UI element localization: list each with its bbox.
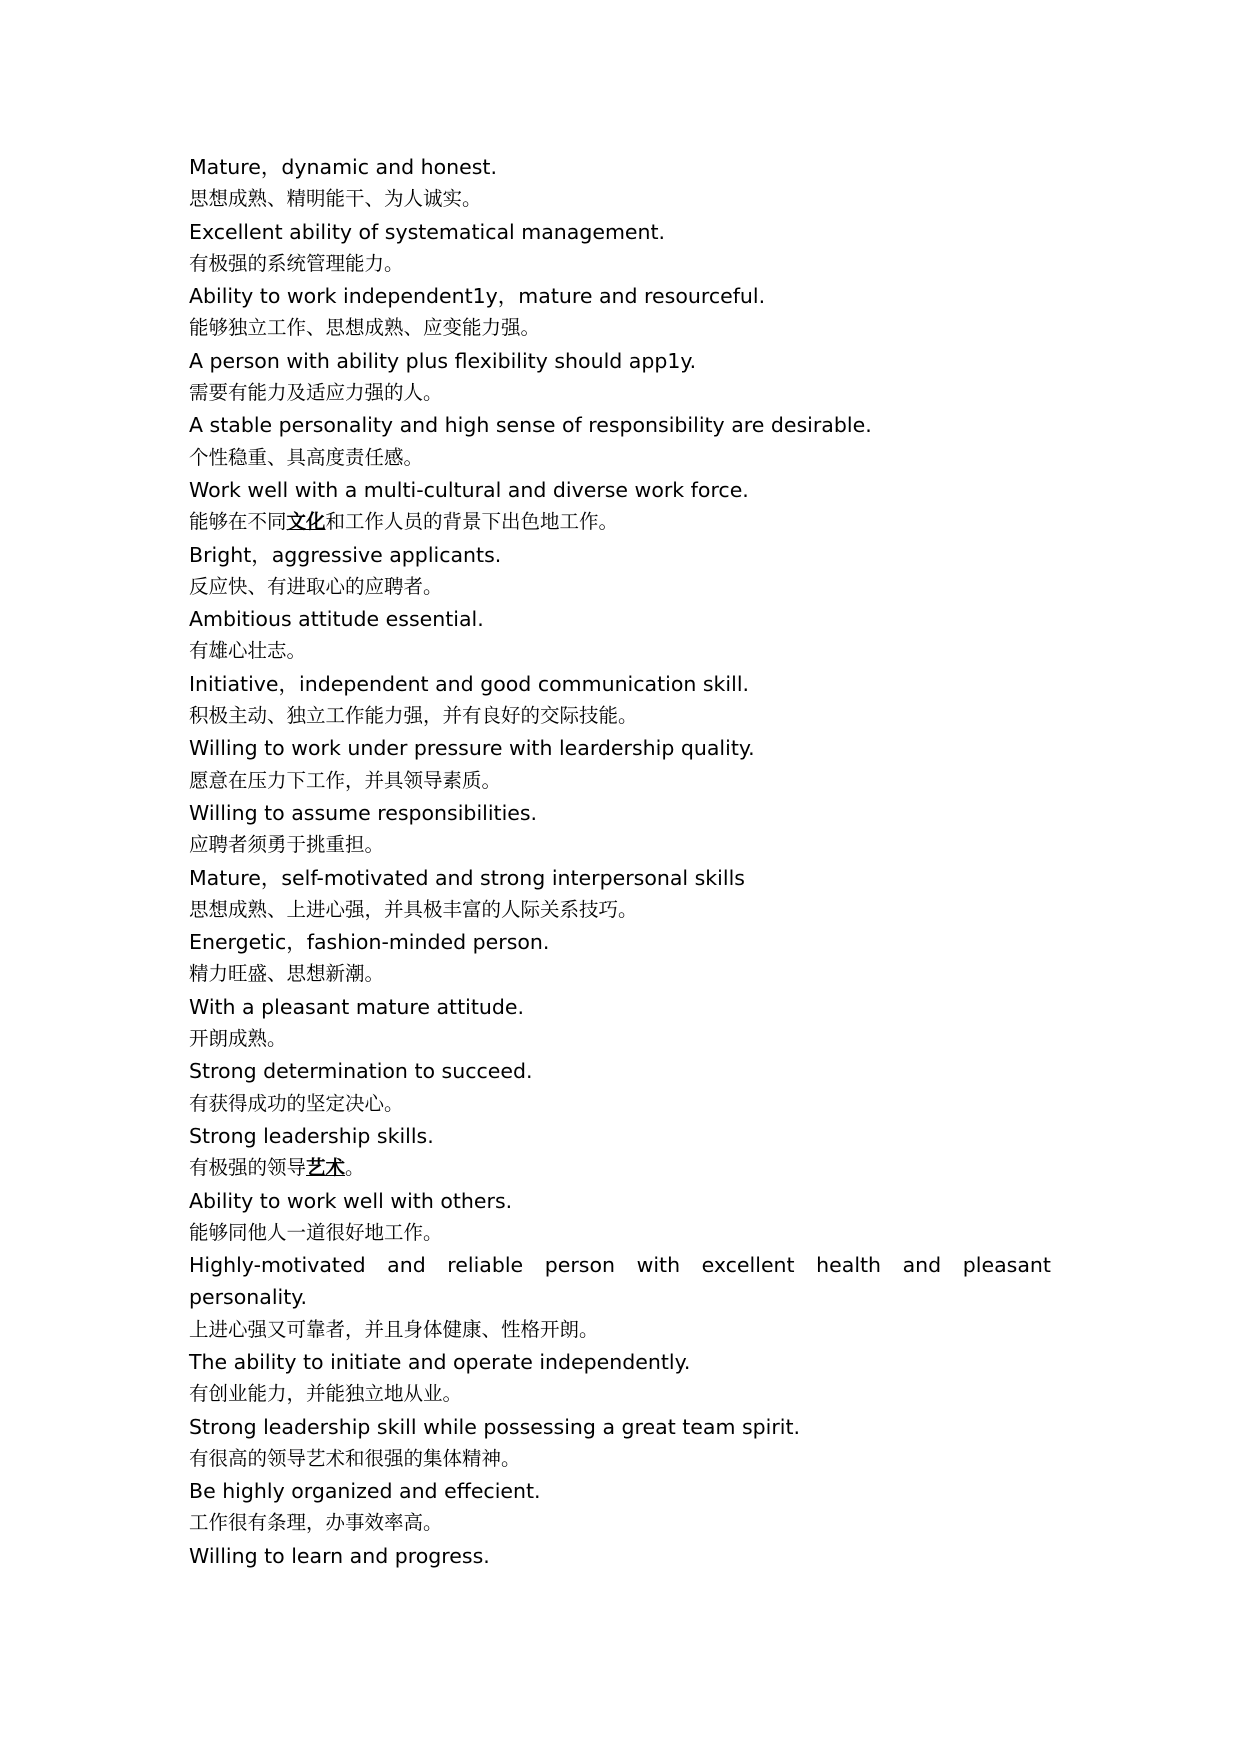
text-line-zh: 有极强的系统管理能力。 [189,251,404,275]
text-segment: 有极强的领导 [189,1156,307,1180]
text-line-en: Ambitious attitude essential. [189,607,484,632]
text-line-en: Mature，self-motivated and strong interpersonal skills [189,865,745,890]
word: person [544,1253,616,1278]
text-segment: 和工作人员的背景下出色地工作。 [325,510,619,534]
text-line-en: Energetic，fashion-minded person. [189,930,550,955]
text-line-zh: 精力旺盛、思想新潮。 [189,962,385,986]
text-line-en: Initiative，independent and good communication skill. [189,671,750,696]
text-line-en: Ability to work independent1y，mature and resourceful. [189,284,766,309]
text-line-en: Strong leadership skills. [189,1123,434,1148]
art-link[interactable]: 艺术 [306,1156,346,1180]
justified-text-line [189,1249,1051,1281]
text-line-zh: 有创业能力，并能独立地从业。 [189,1382,463,1406]
text-line-zh: 愿意在压力下工作，并具领导素质。 [189,768,502,792]
word: pleasant [962,1253,1051,1278]
word: with [636,1253,681,1278]
word: health [816,1253,882,1278]
text-line-zh: 有获得成功的坚定决心。 [189,1091,404,1115]
text-line-zh: 个性稳重、具高度责任感。 [189,445,424,469]
text-line-en: Willing to assume responsibilities. [189,800,538,825]
text-line-en: A person with ability plus flexibility should app1y. [189,348,697,373]
text-line-en: Work well with a multi-cultural and diverse work force. [189,477,749,502]
text-line-zh: 积极主动、独立工作能力强，并有良好的交际技能。 [189,704,638,728]
document-body [189,151,1051,1572]
text-line-zh: 应聘者须勇于挑重担。 [189,833,385,857]
text-line-en: Ability to work well with others. [189,1188,513,1213]
word: and [902,1253,942,1278]
text-line-en: Strong leadership skill while possessing a great team spirit. [189,1414,801,1439]
text-line-zh: 上进心强又可靠者，并且身体健康、性格开朗。 [189,1317,599,1341]
word: reliable [447,1253,524,1278]
text-line-zh: 有雄心壮志。 [189,639,307,663]
text-line-en: Bright，aggressive applicants. [189,542,502,567]
text-line-en: personality. [189,1285,307,1310]
word: Highly-motivated [189,1253,366,1278]
text-line-zh: 思想成熟、上进心强，并具极丰富的人际关系技巧。 [189,897,638,921]
word: excellent [701,1253,795,1278]
text-line-en: Willing to learn and progress. [189,1543,490,1568]
text-line-zh-with-link [189,1152,1051,1184]
text-line-zh: 能够独立工作、思想成熟、应变能力强。 [189,316,541,340]
text-segment: 。 [345,1156,365,1180]
text-line-zh-with-link [189,506,1051,538]
text-line-zh: 有很高的领导艺术和很强的集体精神。 [189,1446,521,1470]
text-line-en: Strong determination to succeed. [189,1059,533,1084]
text-line-zh: 思想成熟、精明能干、为人诚实。 [189,187,482,211]
text-line-zh: 需要有能力及适应力强的人。 [189,381,443,405]
text-segment: 能够在不同 [189,510,287,534]
text-line-en: Be highly organized and effecient. [189,1479,541,1504]
text-line-zh: 能够同他人一道很好地工作。 [189,1220,443,1244]
text-line-en: The ability to initiate and operate independently. [189,1349,691,1374]
text-line-zh: 反应快、有进取心的应聘者。 [189,574,443,598]
text-line-en: Willing to work under pressure with leardership quality. [189,736,755,761]
text-line-en: Mature，dynamic and honest. [189,155,497,179]
text-line-en: With a pleasant mature attitude. [189,994,524,1019]
text-line-en: A stable personality and high sense of responsibility are desirable. [189,413,872,438]
word: and [387,1253,426,1278]
culture-link[interactable]: 文化 [286,510,326,534]
text-line-zh: 工作很有条理，办事效率高。 [189,1511,443,1535]
text-line-zh: 开朗成熟。 [189,1027,287,1051]
text-line-en: Excellent ability of systematical management. [189,219,666,244]
